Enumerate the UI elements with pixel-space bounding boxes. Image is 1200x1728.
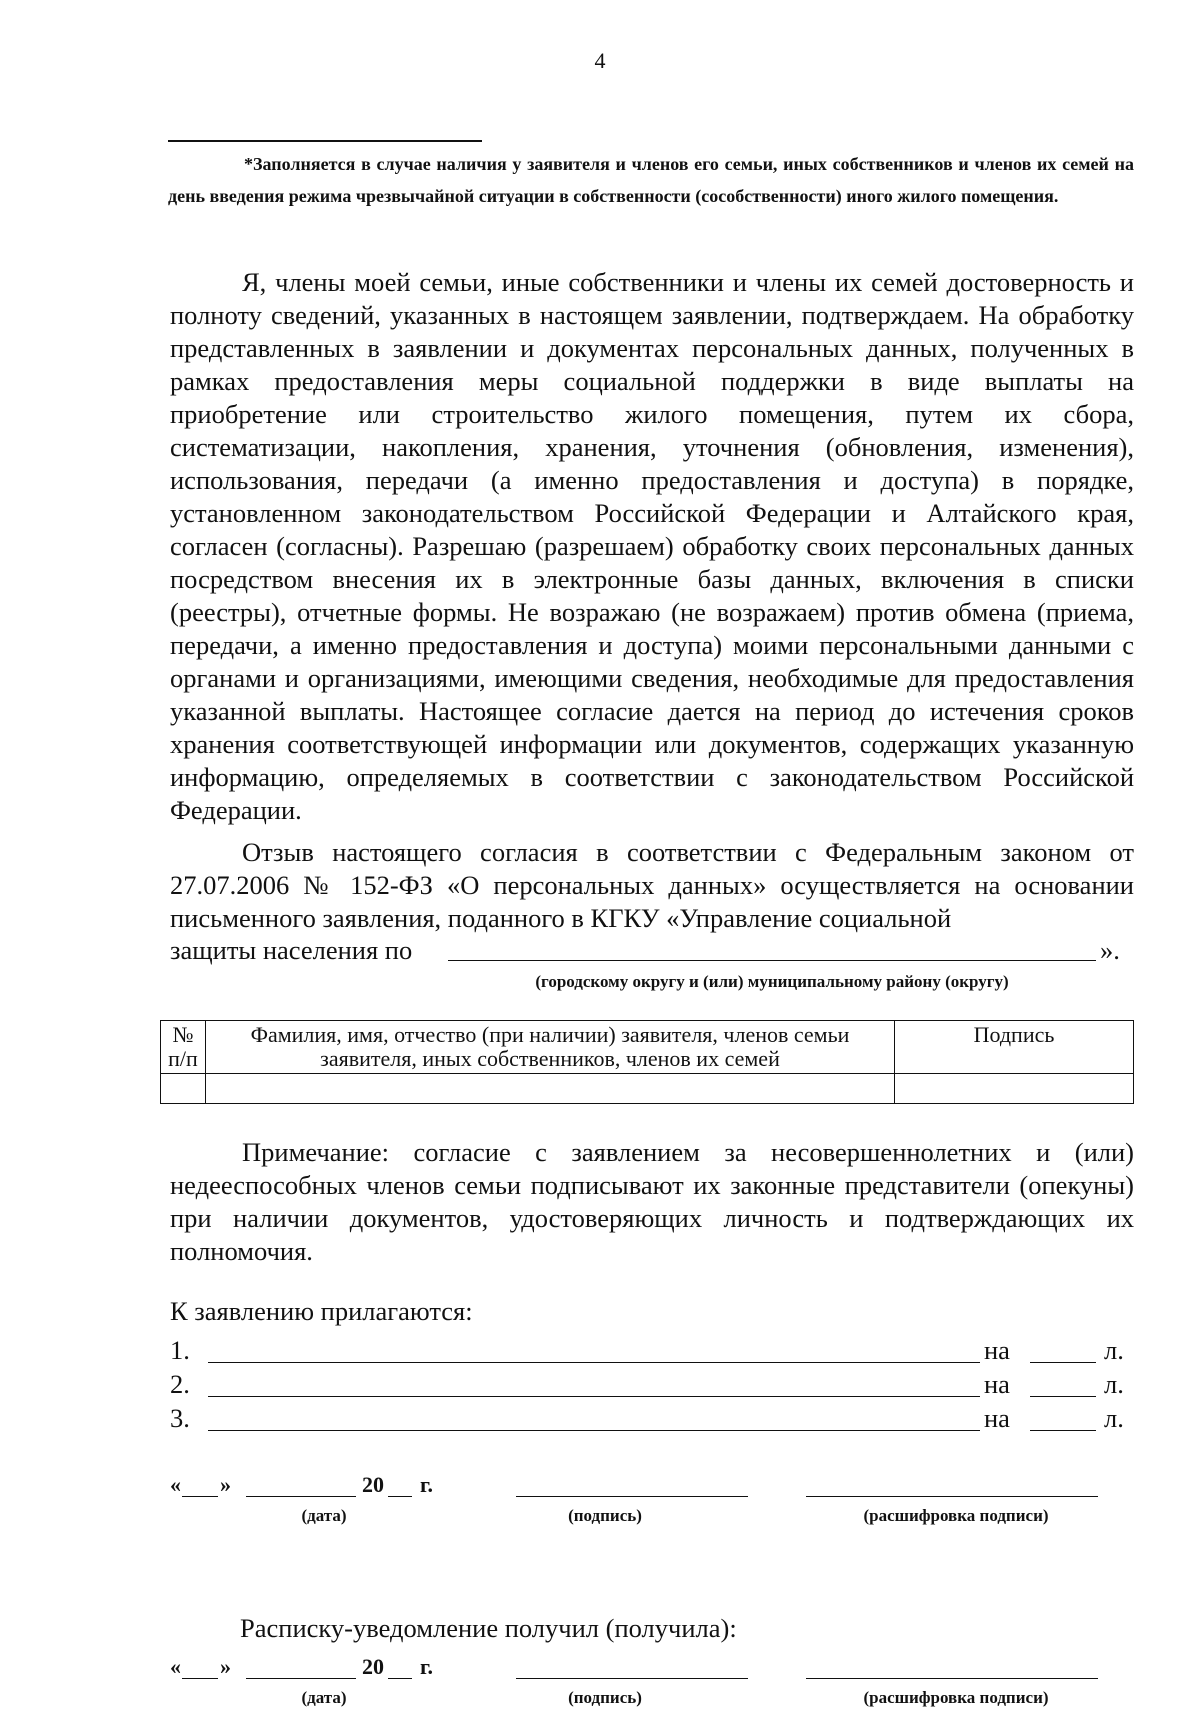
consent-paragraph: Я, члены моей семьи, иные собственники и члены их семей достоверность и полноту сведений, указанных в настоящем заявлении, подтверждаем. На обработку представленных в заявлении и документах персональных данных, полученных в рамках предоставления меры социальной поддержки в виде выплаты на приобретение или строительство жилого помещения, путем их сбора, систематизации, накопления, хранения, уточнения (обновления, изменения), использования, передачи (а именно предоставления и доступа) в порядке, установленном законодательством Российской Федерации и Алтайского края, согласен (согласны). Разрешаю (разрешаем) обработку своих персональных данных посредством внесения их в электронные базы данных, включения в списки (реестры), отчетные формы. Не возражаю (не возражаем) против обмена (приема, передачи, а именно предоставления и доступа) моими персональными данными с органами и организациями, имеющими сведения, необходимые для предоставления указанной выплаты. Настоящее согласие дается на период до истечения сроков хранения соответствующей информации или документов, содержащих указанную информацию, определяемых в соответствии с законодательством Российской Федерации. bbox=[170, 267, 1134, 825]
month-field[interactable] bbox=[246, 1678, 356, 1679]
signature-decode-field[interactable] bbox=[806, 1496, 1098, 1497]
district-field[interactable] bbox=[448, 960, 1096, 961]
attachment-l: л. bbox=[1104, 1403, 1124, 1433]
quote-open: « bbox=[170, 1472, 181, 1497]
district-caption: (городскому округу и (или) муниципальному району (округу) bbox=[535, 972, 1009, 991]
year-suffix: г. bbox=[420, 1654, 434, 1679]
year-prefix: 20 bbox=[362, 1472, 384, 1497]
attachment-name-field[interactable] bbox=[208, 1396, 980, 1397]
attachment-row bbox=[170, 1334, 1134, 1366]
table-header-row bbox=[161, 1021, 1134, 1074]
year-suffix: г. bbox=[420, 1472, 434, 1497]
attachment-pages-field[interactable] bbox=[1030, 1430, 1096, 1431]
attachment-l: л. bbox=[1104, 1369, 1124, 1399]
quote-close: » bbox=[220, 1654, 231, 1679]
table-row bbox=[161, 1074, 1134, 1104]
signature-row bbox=[170, 1470, 1134, 1500]
attachment-row bbox=[170, 1402, 1134, 1434]
decode-caption: (расшифровка подписи) bbox=[863, 1688, 1049, 1707]
table-cell-name[interactable] bbox=[206, 1074, 895, 1104]
col-name-header: Фамилия, имя, отчество (при наличии) заявителя, членов семьи заявителя, иных собственников, членов их семей bbox=[206, 1021, 895, 1074]
revocation-close: ». bbox=[1100, 935, 1120, 965]
receipt-heading: Расписку-уведомление получил (получила): bbox=[240, 1613, 737, 1643]
revocation-last-line-text: защиты населения по bbox=[170, 935, 413, 965]
year-field[interactable] bbox=[388, 1496, 412, 1497]
attachment-pages-field[interactable] bbox=[1030, 1396, 1096, 1397]
month-field[interactable] bbox=[246, 1496, 356, 1497]
attachment-na: на bbox=[984, 1335, 1010, 1365]
quote-close: » bbox=[220, 1472, 231, 1497]
col-sign-header: Подпись bbox=[895, 1021, 1134, 1074]
revocation-paragraph: Отзыв настоящего согласия в соответствии с Федеральным законом от 27.07.2006 № 152-ФЗ «О персональных данных» осуществляется на основании письменного заявления, поданного в КГКУ «Управление социальной bbox=[170, 837, 1134, 933]
year-field[interactable] bbox=[388, 1678, 412, 1679]
year-prefix: 20 bbox=[362, 1654, 384, 1679]
attachment-number: 3. bbox=[170, 1403, 190, 1433]
day-field[interactable] bbox=[182, 1678, 218, 1679]
attachment-name-field[interactable] bbox=[208, 1430, 980, 1431]
attachment-name-field[interactable] bbox=[208, 1362, 980, 1363]
col-num-header: № п/п bbox=[161, 1021, 206, 1074]
attachment-na: на bbox=[984, 1403, 1010, 1433]
signers-table bbox=[160, 1020, 1134, 1104]
note-paragraph: Примечание: согласие с заявлением за несовершеннолетних и (или) недееспособных членов семьи подписывают их законные представители (опекуны) при наличии документов, удостоверяющих личность и подтверждающих их полномочия. bbox=[170, 1137, 1134, 1266]
date-caption: (дата) bbox=[301, 1506, 347, 1525]
signature-field[interactable] bbox=[516, 1496, 748, 1497]
signature-decode-field[interactable] bbox=[806, 1678, 1098, 1679]
day-field[interactable] bbox=[182, 1496, 218, 1497]
attachment-number: 2. bbox=[170, 1369, 190, 1399]
attachment-na: на bbox=[984, 1369, 1010, 1399]
attachment-row bbox=[170, 1368, 1134, 1400]
decode-caption: (расшифровка подписи) bbox=[863, 1506, 1049, 1525]
attachment-l: л. bbox=[1104, 1335, 1124, 1365]
quote-open: « bbox=[170, 1654, 181, 1679]
table-cell-num[interactable] bbox=[161, 1074, 206, 1104]
sign-caption: (подпись) bbox=[568, 1506, 642, 1525]
date-caption: (дата) bbox=[301, 1688, 347, 1707]
page-number: 4 bbox=[594, 48, 606, 73]
attachments-heading: К заявлению прилагаются: bbox=[170, 1296, 473, 1326]
footnote-rule bbox=[168, 140, 482, 142]
footnote: *Заполняется в случае наличия у заявителя и членов его семьи, иных собственников и членов их семей на день введения режима чрезвычайной ситуации в собственности (сособственности) иного жилого помещения. bbox=[168, 154, 1134, 206]
table-cell-sign[interactable] bbox=[895, 1074, 1134, 1104]
attachment-pages-field[interactable] bbox=[1030, 1362, 1096, 1363]
signature-row bbox=[170, 1652, 1134, 1682]
signature-field[interactable] bbox=[516, 1678, 748, 1679]
sign-caption: (подпись) bbox=[568, 1688, 642, 1707]
attachment-number: 1. bbox=[170, 1335, 190, 1365]
revocation-last-line bbox=[170, 934, 1134, 968]
